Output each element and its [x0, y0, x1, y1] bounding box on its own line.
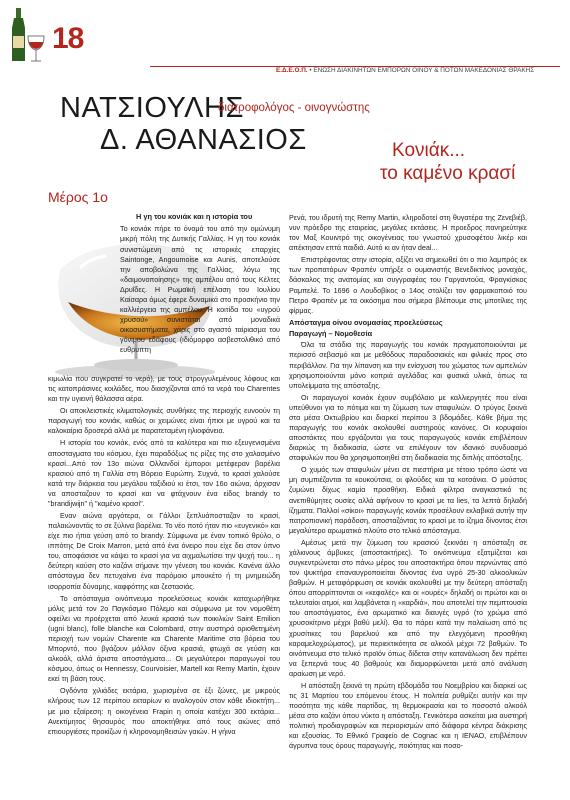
- organization-name: [276, 67, 534, 74]
- page-number: 18: [52, 22, 84, 55]
- article-title-line1: Κονιάκ...: [392, 140, 466, 161]
- intro-text: Το κονιάκ πήρε το όνομά του από την ομώνυμη μικρή πόλη της Δυτικής Γαλλίας. Η γη του κονιάκ συνιστώμενη από τις ιστορικές επαρχίες Saintonge, Angoumoise και Aunis, αποτελούσε την αποβολώνα της Γαλλίας, λόγω της «δαιμονοποίησης» της αμπέλου από τους Κέλτες Δρυΐδες. Η Ρωμαϊκή επέλαση του Ιουλίου Καίσαρα όμως έφερε δυναμικά στο προσκήνιο την καλλιέργεια της αμπέλου. Η κοιτίδα του «υγρού χρυσού» συνιστάται από μοναδικά οικοσυστήματα, χάρις στο αγαστό ταίριασμα του γόνιμου εδάφους (ιδιόμορφο ασβεστολιθικό από ευθρυπτη: [120, 224, 280, 355]
- bottle-and-glass-icon: [6, 6, 46, 68]
- intro-block: [120, 212, 280, 355]
- left-column: [48, 374, 280, 739]
- article-title-line2: το καμένο κρασί: [380, 163, 516, 184]
- paragraph: Οι αποκλειστικές κλιματολογικές συνθήκες της περιοχής ευνοούν τη παραγωγή του κονιάκ, καθώς οι χειμώνες είναι ήπιοι με υγρού και τα καλοκαίρια δροσερά αλλά με παρατεταμένη ηλιοφάνεια.: [48, 406, 280, 436]
- section-subheading: Παραγωγή – Νομοθεσία: [289, 329, 373, 339]
- right-column: [289, 213, 527, 753]
- paragraph: Αμέσως μετά την ζύμωση του κρασιού ξεκινάει η απόσταξη σε χάλκινους άμβυκες (αποστακτήρες). Το οινόπνευμα εξατμίζεται και συγκεντρώνεται στο πάνω μέρος του αποστακτήρα όπου περνώντας από τον ψυκτήρα επαναυγροποιείται δίνοντας ένα υγρό 25-30 αλκοολικών βαθμών. Η μεταφόρφωση σε κονιάκ ακολουθεί με την δεύτερη απόσταξη όπου απορρίπτονται οι «κεφαλές» και οι «ουρές» δηλαδή οι πρώτοι και οι τελευταίοι ατμοί, και λαμβάνεται η «καρδιά», που αποτελεί την πεμπτουσία του αποστάγματος, ένα αρωματικό και διαυγές υγρό (το χρώμα από χρυσοκίτρινο μέχρι βαθύ μελί). Θα το πάρει κατά την παλαίωση από τις χρυσίτικες του βαρελιού και από την ελεγχόμενη προσθήκη καραμελοχρώματος), με περιεκτικότητα σε αλκοόλ μέχρι 72 βαθμών. Το οινόπνευμα στο τελικό προϊόν όπως δίδεται στην κατανάλωση δεν πρέπει να ξεπερνά τους 40 βαθμούς και διαμορφώνεται μετά από ανάλυση αραίωση με νερό.: [289, 537, 527, 678]
- paragraph: Το απόσταγμα οινόπνευμα προελεύσεως κονιάκ καταχωρήθηκε μόλις μετά τον 2ο Παγκόσμιο Πόλεμο και σύμφωνα με τον νομοθέτη οφείλει να προέρχεται από λευκά κρασιά των ποικιλιών Saint Emilion (ugni blanc), folle blanche και Colombard, στην αυστηρά οριοθετημένη περιοχή των νομών Charente και Charente Maritime στα βόρεια του Μπορντό, που βγάζουν μάλλον όξινα κρασιά, φτωχά σε γεύση και αλκοόλ, αλλά άριστα αποστάγματα... Οι μεγαλύτεροι παραγωγοί του κόσμου, όπως οι Hennessy, Courvoisier, Martell και Remy Martin, έχουν εκεί τη βάση τους.: [48, 593, 280, 684]
- paragraph: Οι παραγωγοί κονιάκ έχουν συμβόλαιο με καλλιεργητές που είναι υπεύθυνοι για το πότιμα και τη ζύμωση των σταφυλιών. Ο τρύγος ξεκινά στα μέσα Οκτωβρίου και διαρκεί περίπου 3 βδομάδες. Κάθε βήμα της παραγωγής του κονιάκ ακολουθεί αυστηρούς κανόνες. Οι κορυφαίοι αποστάκτες που εργάζονται για τους παραγωγούς κονιάκ επιβλέπουν διαρκώς τη διαδικασία, ώστε να επιλέγουν τον ιδανικό συνδυασμό σταφυλιών που θα χρησιμοποιηθεί στη διαδικασία της διπλής απόσταξης.: [289, 392, 527, 463]
- paragraph: Ρενά, του ιδρυτή της Remy Martin, κληροδοτεί στη θυγατέρα της Ζενεβιέβ, νυν πρόεδρο της εταιρείας, μεγάλες εκτάσεις. Η προεδρος πανηρεύτηκε τον Μαξ Κουιντρό της οικογένειας του γνωστού χρυσοφέτου λικέρ και απέκτησαν επτά παιδιά. Αυτό κι αν ήταν deal...: [289, 213, 527, 253]
- paragraph: κιμωλία που συγκρατεί το νερό), με τους στρογγυλεμένους λόφους και τις κατοπράσινες κοιλάδες, που διασχίζονται από τα νερά του Charentes και την υγιεινή θάλασσα αέρα.: [48, 374, 280, 404]
- paragraph: Όλα τα στάδια της παραγωγής του κονιάκ πραγματοποιούνται με περισσό σεβασμό και με μεθόδους παραδοσιακές και φιλικές προς στο περιβάλλον. Για την λίπανση και την ενίσχυση του χώματος των αμπελιών χρησιμοποιούνται μόνο κοπριά αγελάδας και φυσικά υλικά, όπως τα υπολείμματα της απόσταξης.: [289, 340, 527, 390]
- author-given-name: Δ. ΑΘΑΝΑΣΙΟΣ: [100, 124, 307, 156]
- section-heading: Απόσταγμα οίνου ονομασίας προελεύσεως: [289, 317, 443, 327]
- author-surname: ΝΑΤΣΙΟΥΛΗΣ: [60, 92, 244, 124]
- author-role: διατροφολόγος - οινογνώστης: [218, 102, 370, 114]
- paragraph: Ογδόντα χιλιάδες εκτάρια, χωρισμένα σε έξι ζώνες, με μικρούς κλήρους των 12 περίπου εκταρίων κι αναλογούν στον κάθε ιδιοκτήτη... με μια εξαίρεση: η οικογένεια Frapin η οποία κατέχει 300 εκτάρια... Ανεκτίμητος θησαυρός που αποκτήθηκε από τους αιώνες από επιουργιέσες προκίζων ή κληρονομηθεισών γαιών. Η γήινα: [48, 686, 280, 736]
- paragraph: Επιστρέφοντας στην ιστορία, αξίζει να σημειωθεί ότι ο πιο λαμπρός εκ των προπατόρων Φραπέν υπήρξε ο ουμανιστής Βενεδικτίνος μοναχός, δάσκαλος της ανατομίας και συγγραφέας του Γαργαντούα, Φραγκίσκος Ραμπελέ. Το 1696 ο Λουδοβίκος ο 14ος στολίζει τον φαρμακοποιό του Πετρο Φραπέν με τα οικόσημα που σήμερα βλέπουμε στις μποτίλιες της φίρμας.: [289, 255, 527, 315]
- intro-heading: Η γη του κονιάκ και η ιστορία του: [136, 212, 253, 221]
- page-header: [0, 0, 570, 72]
- organization-acronym: Ε.Δ.Ε.Ο.Π.: [276, 67, 308, 74]
- article-part-label: Μέρος 1ο: [48, 189, 108, 205]
- paragraph: Η απόσταξη ξεκινά τη πρώτη εβδομάδα του Νοεμβρίου και διαρκεί ως τις 31 Μαρτίου του επόμενου έτους. Η πολιτεία ρυθμίζει αυτήν και την ποσότητα της κάθε παρτίδας, τη θερμοκρασία και το ποσοστό αλκοόλ μέσα στο καζάνι όπου νύκτα η απόσταξη. Γενικότερα ασκείται μια αυστηρή πολιτική προδιαγραφών και περιορισμών από διάφορα κέντρα διάκρισης και εξουσίας. Το Εθνικό Γραφείο de Cognac και η ΙΕΝΑΟ, επιβλέπουν άγρυπνα τους όρους παραγωγής, ποιότητας και ποσο-: [289, 680, 527, 751]
- organization-full-name: • ΕΝΩΣΗ ΔΙΑΚΙΝΗΤΩΝ ΕΜΠΟΡΩΝ ΟΙΝΟΥ & ΠΟΤΩΝ ΜΑΚΕΔΟΝΙΑΣ ΘΡΑΚΗΣ: [307, 67, 535, 74]
- paragraph: Εναν αιώνα αργότερα, οι Γάλλοι ξεπλυάποσταζαν το κρασί, παλαιώνοντάς το σε ξύλινα βαρέλια. Το νέο ποτό ήταν πιο «ευγενικό» και είχε πιο ήπια γεύση από το brandy. Σύμφωνα με έναν τοπικό θρύλο, ο ιππότης De Croix Marron, μετά από ένα όνειρο που είχε δει στον ύπνο του, αποφάσισε να κάψει το κρασί για να αιχμαλωτίσει την ψυχή του... η δεύτερη καύση στο καζάνι σήμανε την γένεση του κονιάκ. Κανένα άλλο απόσταγμα δεν πετυχαίνει ένα παρόμοιο μπουκέτο ή τη μνημειώδη ισορροπία δύναμης, καφφόττης και ζεστασιάς.: [48, 511, 280, 591]
- paragraph: Η ιστορία του κονιάκ, ενός από τα καλύτερα και πιο εξευγενισμένα αποσταγματα του κόσμου, έχει παραδόξως τις ρίζες της στο χαλασμένο κρασί...Από τον 13ο αιώνα Ολλανδοί έμποροι μετέφεραν βαρέλια κρασιού από τη Γαλλία στη Βόρειο Ευρώπη. Συχνά, το κρασί χαλούσε κατά την διάρκεια του μεγάλου ταξιδιού κι έτσι, τον 16ο αιώνα, άρχισαν να αποσταζουν το κρασί και να φτάχνουν ένα είδος brandy το "brandijwijn" ή "καμένο κρασί".: [48, 438, 280, 508]
- paragraph: Ο χυμός των σταφυλιών μένει σε πιεστήρια με τέτοιο τρόπο ώστε να μη συμπιέζονται τα κουκούτσια, οι φλούδες και τα κοτσάνια. Ο μούστος ζυμώνει δίχως καμία προσθήκη. Ειδικά φίλτρα αναγκαστικό τις ανεπιθύμητες ουσίες αλλά αφήνουν το κρασί με τα lies, τα λεπτά δηλαδή ίζηματα. Παλλοί «σίκοι» παραγωγής κονιάκ προσέλουν εκλαβικά αυτήν την πατροπιονική παράδοση, αποσταζόντας το κρασί με το ίζημα δίνοντας έτσι μεγαλύτερο αρωματικό πλούτο στο τελικό απόσταγμα.: [289, 465, 527, 535]
